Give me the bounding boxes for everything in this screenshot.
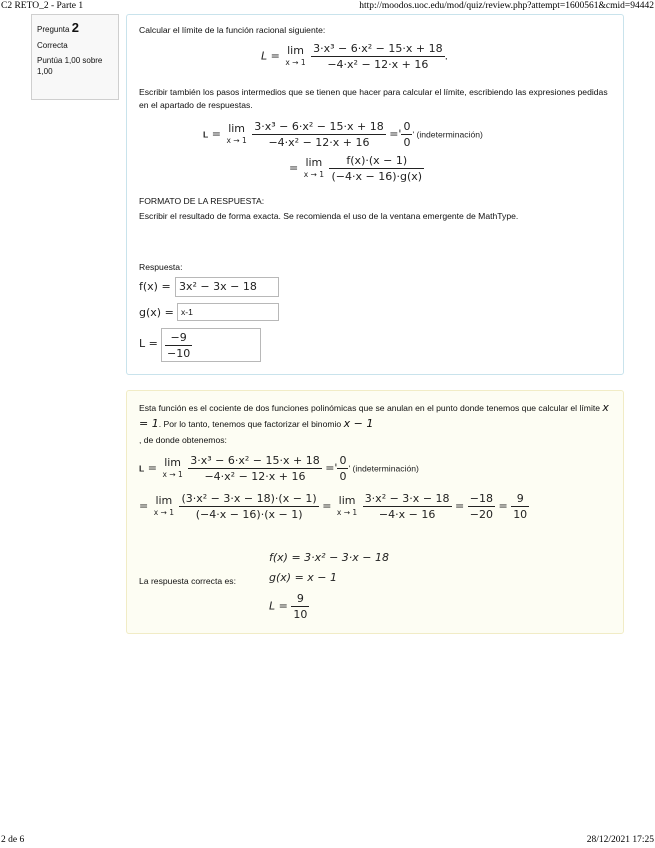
L-answer-fraction: $\frac{-9}{-10}$ — [167, 331, 191, 360]
correct-g: g(x) = x − 1 — [269, 571, 338, 584]
question-text-card — [126, 14, 624, 375]
format-heading: FORMATO DE LA RESPUESTA: — [139, 196, 265, 206]
correct-L: L = $\frac{9}{10}$ — [269, 592, 308, 621]
question-label: Pregunta — [37, 25, 70, 34]
limit-formula: L = lim x → 1 $\frac{\text{3·x³ − 6·x² − 15·x + 18}}{\text{−4·x² − 12·x + 16}}$ . — [261, 42, 449, 71]
indetermination-formula: L = lim x → 1 $\frac{\text{3·x³ − 6·x² − 15·x + 18}}{\text{−4·x² − 12·x + 16}}$ =' $\frac{0}{0}$ ' (indeterminación) — [203, 120, 483, 149]
f-answer-input[interactable] — [175, 277, 279, 297]
f-answer-label: f(x) = — [139, 280, 171, 293]
correct-answer-label: La respuesta correcta es: — [139, 576, 236, 586]
g-answer-value: x-1 — [181, 307, 193, 317]
question-number — [37, 22, 113, 35]
feedback-explanation: Esta función es el cociente de dos funciones polinómicas que se anulan en el punto donde tenemos que calcular el límite x = 1. Por lo tanto, tenemos que factorizar el binomio x − 1 , de donde obtenemos: — [139, 401, 609, 445]
g-answer-label: g(x) = — [139, 306, 174, 319]
limit-fraction: $\frac{\text{3·x³ − 6·x² − 15·x + 18}}{\text{−4·x² − 12·x + 16}}$ — [313, 42, 443, 71]
L-answer-label: L = — [139, 337, 158, 350]
print-footer-page: 2 de 6 — [1, 835, 25, 845]
question-score: Puntúa 1,00 sobre 1,00 — [37, 56, 103, 76]
feedback-card — [126, 390, 624, 634]
print-footer-datetime: 28/12/2021 17:25 — [586, 835, 654, 845]
g-answer-input[interactable] — [177, 303, 279, 321]
print-header-title: C2 RETO_2 - Parte 1 — [1, 1, 84, 11]
print-header-url: http://moodos.uoc.edu/mod/quiz/review.php?attempt=1600561&cmid=94442 — [359, 1, 654, 11]
question-intro: Calcular el límite de la función racional siguiente: — [139, 25, 326, 35]
feedback-indetermination: L = lim x → 1 $\frac{\text{3·x³ − 6·x² − 15·x + 18}}{\text{−4·x² − 12·x + 16}}$ =' $\frac{0}{0}$ ' (indeterminación) — [139, 454, 419, 483]
question-number-value: 2 — [71, 20, 79, 35]
lim-operator: lim x → 1 — [285, 43, 306, 67]
L-answer-input[interactable] — [161, 328, 261, 362]
factorized-step: = lim x → 1 $\frac{f(x)\cdot(x - 1)}{(-4\cdot x - 16)\cdot g(x)}$ — [289, 154, 423, 183]
format-text: Escribir el resultado de forma exacta. Se recomienda el uso de la ventana emergente de MathType. — [139, 211, 519, 221]
question-steps-text: Escribir también los pasos intermedios que se tienen que hacer para calcular el límite, escribiendo las expresiones pedidas en el apartado de respuestas. — [139, 87, 608, 110]
answer-label: Respuesta: — [139, 262, 183, 272]
question-info — [31, 14, 119, 100]
question-status: Correcta — [37, 41, 68, 50]
f-answer-value: 3x² − 3x − 18 — [179, 280, 257, 293]
correct-f: f(x) = 3·x² − 3·x − 18 — [269, 551, 390, 564]
feedback-simplification: = lim x → 1 $\frac{\text{(3·x² − 3·x − 18)·(x − 1)}}{(-4\cdot x - 16)\cdot(x - 1)}$ = lim x → 1 $\frac{\text{3·x² − 3·x − 18}}{-4\cdot x - 16}$ = $\frac{-18}{-20}$ = $\frac{9}{10}$ — [139, 492, 528, 521]
